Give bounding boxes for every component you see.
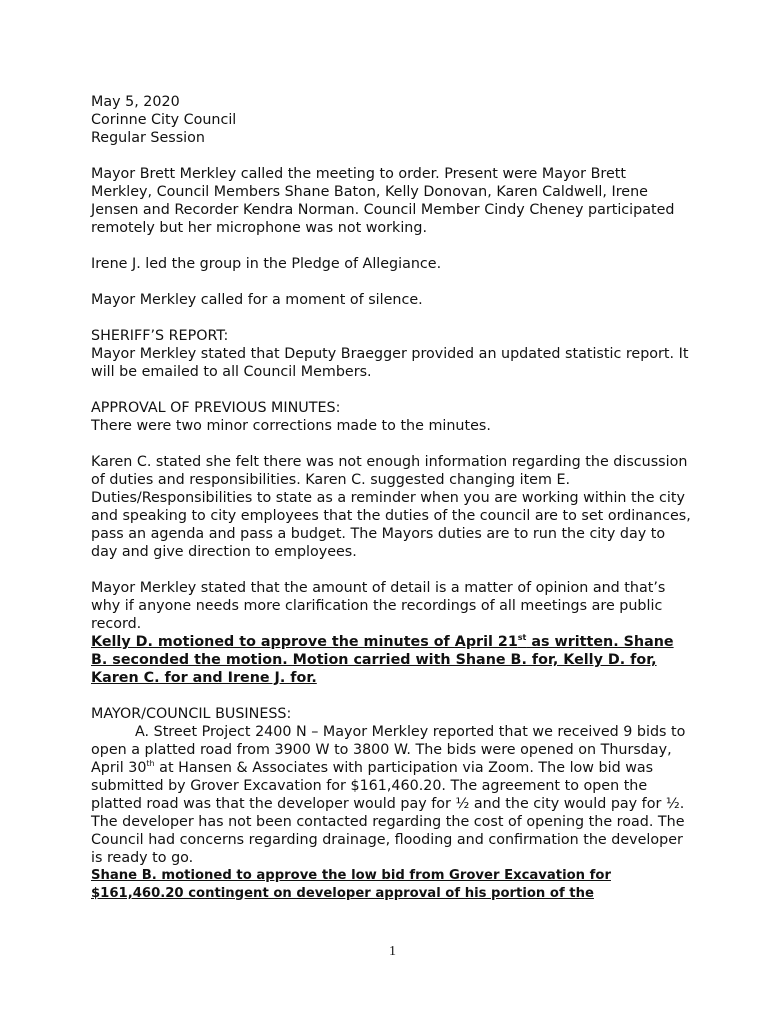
street-project-ordinal: th — [146, 759, 155, 768]
street-project-text-2: at Hansen & Associates with participation via Zoom. The low bid was submitted by Grover Excavation for $161,460.20. The agreement to open the platted road was that the developer would pay for ½ and the city would pay for ½. The developer has not been contacted regarding the cost of opening the road. The Council had concerns regarding drainage, flooding and confirmation the developer is ready to go. — [91, 760, 685, 866]
street-project-item — [91, 723, 691, 867]
street-project-text-1: A. Street Project 2400 N – Mayor Merkley reported that we received 9 bids to open a platted road from 3900 W to 3800 W. The bids were opened on Thursday, April 30 — [91, 724, 686, 776]
minutes-motion-text-2: as written. Shane B. seconded the motion. Motion carried with Shane B. for, Kelly D. for, Karen C. for and Irene J. for. — [91, 634, 674, 686]
previous-minutes-text: There were two minor corrections made to the minutes. — [91, 418, 491, 434]
council-name: Corinne City Council — [91, 112, 237, 128]
sheriff-report-heading: SHERIFF’S REPORT: — [91, 328, 229, 344]
business-heading: MAYOR/COUNCIL BUSINESS: — [91, 706, 292, 722]
page-number: 1 — [389, 944, 396, 959]
sheriff-report-text: Mayor Merkley stated that Deputy Braegger provided an updated statistic report. It will be emailed to all Council Members. — [91, 346, 689, 380]
session-type: Regular Session — [91, 130, 205, 146]
previous-minutes-heading: APPROVAL OF PREVIOUS MINUTES: — [91, 400, 341, 416]
minutes-motion — [91, 633, 691, 687]
document-page — [91, 93, 691, 902]
minutes-motion-text-1: Kelly D. motioned to approve the minutes of April 21 — [91, 634, 518, 650]
call-to-order-paragraph: Mayor Brett Merkley called the meeting to order. Present were Mayor Brett Merkley, Council Members Shane Baton, Kelly Donovan, Karen Caldwell, Irene Jensen and Recorder Kendra Norman. Council Member Cindy Cheney participated remotely but her microphone was not working. — [91, 166, 675, 236]
meeting-date: May 5, 2020 — [91, 94, 180, 110]
silence-paragraph: Mayor Merkley called for a moment of silence. — [91, 292, 423, 308]
minutes-motion-ordinal: st — [517, 633, 527, 642]
mayor-comment-paragraph: Mayor Merkley stated that the amount of detail is a matter of opinion and that’s why if anyone needs more clarification the recordings of all meetings are public record. — [91, 580, 666, 632]
karen-comment-paragraph: Karen C. stated she felt there was not enough information regarding the discussion of duties and responsibilities. Karen C. suggested changing item E. Duties/Responsibilities to state as a reminder when you are working within the city and speaking to city employees that the duties of the council are to set ordinances, pass an agenda and pass a budget. The Mayors duties are to run the city day to day and give direction to employees. — [91, 454, 691, 560]
pledge-paragraph: Irene J. led the group in the Pledge of Allegiance. — [91, 256, 442, 272]
street-project-motion: Shane B. motioned to approve the low bid from Grover Excavation for $161,460.20 contingent on developer approval of his portion of the — [91, 868, 611, 901]
